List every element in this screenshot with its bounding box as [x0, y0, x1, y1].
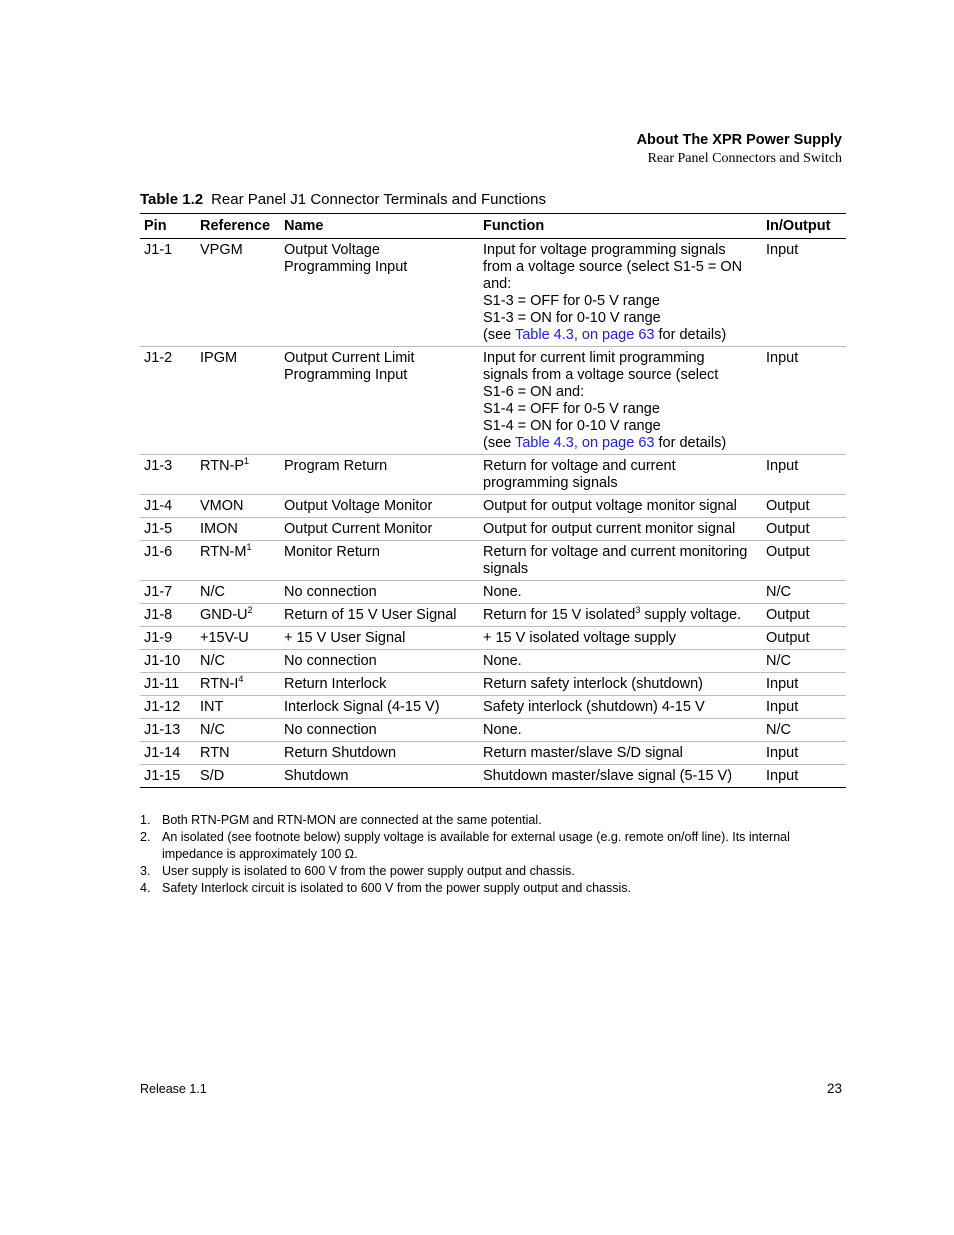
pin-cell: J1-1	[140, 239, 196, 347]
table-header-row	[140, 214, 846, 239]
function-line: Shutdown master/slave signal (5-15 V)	[483, 768, 733, 784]
reference-cell	[196, 581, 280, 604]
pin-cell: J1-6	[140, 541, 196, 581]
connector-table	[140, 213, 846, 788]
function-line: S1-3 = ON for 0-10 V range	[483, 310, 661, 326]
io-cell: Output	[762, 604, 846, 627]
function-line: Safety interlock (shutdown) 4-15 V	[483, 699, 705, 715]
table-row	[140, 604, 846, 627]
name-cell	[280, 673, 479, 696]
name-line: + 15 V User Signal	[284, 630, 406, 646]
col-header-reference: Reference	[196, 214, 280, 239]
reference-cell	[196, 742, 280, 765]
table-row	[140, 455, 846, 495]
function-cell	[479, 742, 762, 765]
reference-cell	[196, 518, 280, 541]
footnote-text: Both RTN-PGM and RTN-MON are connected at the same potential.	[162, 813, 542, 827]
footnote-text: User supply is isolated to 600 V from the power supply output and chassis.	[162, 863, 575, 878]
table-cross-reference-link[interactable]: Table 4.3, on page 63	[514, 435, 655, 451]
reference-text: INT	[200, 699, 224, 715]
reference-cell	[196, 347, 280, 455]
io-cell: N/C	[762, 719, 846, 742]
table-title: Rear Panel J1 Connector Terminals and Functions	[211, 191, 546, 208]
function-cell	[479, 719, 762, 742]
reference-text: IMON	[200, 521, 238, 537]
section-title: Rear Panel Connectors and Switch	[647, 151, 842, 166]
name-cell	[280, 455, 479, 495]
table-row	[140, 541, 846, 581]
table-caption	[140, 191, 546, 208]
name-line: Output Voltage	[284, 242, 380, 258]
reference-text: IPGM	[200, 350, 238, 366]
pin-cell: J1-5	[140, 518, 196, 541]
function-line: None.	[483, 653, 522, 669]
io-cell: Input	[762, 742, 846, 765]
pin-cell: J1-4	[140, 495, 196, 518]
function-line: programming signals	[483, 475, 618, 491]
function-line: None.	[483, 722, 522, 738]
io-cell: N/C	[762, 581, 846, 604]
pin-cell: J1-10	[140, 650, 196, 673]
col-header-io: In/Output	[762, 214, 846, 239]
table-row	[140, 495, 846, 518]
release-label: Release 1.1	[140, 1082, 207, 1096]
footnote-marker: 2	[247, 605, 253, 616]
function-cell	[479, 495, 762, 518]
page-number: 23	[826, 1081, 842, 1096]
see-reference-line	[483, 327, 758, 344]
reference-cell	[196, 719, 280, 742]
io-cell: Input	[762, 347, 846, 455]
function-line: S1-6 = ON and:	[483, 384, 585, 400]
footnote-text: An isolated (see footnote below) supply voltage is available for external usage (e.g. remote on/off line). Its internal impedance is approximately 100 Ω.	[162, 830, 790, 861]
reference-cell	[196, 541, 280, 581]
name-line: Interlock Signal (4-15 V)	[284, 699, 440, 715]
reference-text: RTN-P	[200, 458, 245, 474]
io-cell: Output	[762, 518, 846, 541]
name-line: Return Interlock	[284, 676, 387, 692]
reference-text: GND-U	[200, 607, 248, 623]
function-cell	[479, 604, 762, 627]
function-line: Return for voltage and current monitoring	[483, 544, 748, 560]
table-row	[140, 719, 846, 742]
function-cell	[479, 765, 762, 788]
pin-cell: J1-8	[140, 604, 196, 627]
chapter-title: About The XPR Power Supply	[636, 132, 842, 148]
name-line: No connection	[284, 584, 377, 600]
footnote-marker: 4	[238, 674, 244, 685]
pin-cell: J1-7	[140, 581, 196, 604]
function-line: Input for current limit programming	[483, 350, 705, 366]
function-line: Input for voltage programming signals	[483, 242, 726, 258]
reference-text: RTN-M	[200, 544, 247, 560]
function-cell	[479, 455, 762, 495]
footnotes	[140, 812, 850, 897]
function-line: + 15 V isolated voltage supply	[483, 630, 677, 646]
io-cell: Input	[762, 455, 846, 495]
col-header-pin: Pin	[140, 214, 196, 239]
table-cross-reference-link[interactable]: Table 4.3, on page 63	[514, 327, 655, 343]
name-cell	[280, 239, 479, 347]
name-cell	[280, 581, 479, 604]
reference-cell	[196, 650, 280, 673]
io-cell: Output	[762, 495, 846, 518]
function-line: Output for output voltage monitor signal	[483, 498, 737, 514]
function-line: None.	[483, 584, 522, 600]
pin-cell: J1-15	[140, 765, 196, 788]
reference-text: RTN	[200, 745, 230, 761]
pin-cell: J1-9	[140, 627, 196, 650]
name-line: Programming Input	[284, 259, 408, 275]
footnote	[140, 812, 850, 829]
function-line: signals from a voltage source (select	[483, 367, 719, 383]
name-line: Output Current Monitor	[284, 521, 433, 537]
see-suffix: for details)	[654, 327, 727, 343]
reference-text: N/C	[200, 584, 225, 600]
reference-text: VPGM	[200, 242, 243, 258]
name-line: Return Shutdown	[284, 745, 397, 761]
see-prefix: (see	[483, 327, 515, 343]
pin-cell: J1-2	[140, 347, 196, 455]
name-cell	[280, 518, 479, 541]
function-line: and:	[483, 276, 512, 292]
name-cell	[280, 696, 479, 719]
footnote-text: Safety Interlock circuit is isolated to 600 V from the power supply output and chassis.	[162, 880, 631, 895]
col-header-name: Name	[280, 214, 479, 239]
footnote-number: 3.	[140, 863, 151, 878]
table-label: Table 1.2	[140, 191, 204, 208]
function-text: supply voltage.	[640, 607, 742, 623]
table-row	[140, 742, 846, 765]
table-row	[140, 765, 846, 788]
reference-cell	[196, 455, 280, 495]
reference-text: +15V-U	[200, 630, 249, 646]
footnote-marker: 1	[246, 542, 252, 553]
io-cell: Output	[762, 627, 846, 650]
name-cell	[280, 604, 479, 627]
function-line: Return for voltage and current	[483, 458, 676, 474]
name-line: Return of 15 V User Signal	[284, 607, 457, 623]
name-cell	[280, 495, 479, 518]
pin-cell: J1-11	[140, 673, 196, 696]
function-line: S1-4 = ON for 0-10 V range	[483, 418, 661, 434]
name-line: Monitor Return	[284, 544, 380, 560]
table-row	[140, 627, 846, 650]
function-line: S1-3 = OFF for 0-5 V range	[483, 293, 660, 309]
reference-cell	[196, 765, 280, 788]
function-line: Return safety interlock (shutdown)	[483, 676, 704, 692]
name-cell	[280, 765, 479, 788]
reference-text: N/C	[200, 722, 225, 738]
reference-cell	[196, 239, 280, 347]
io-cell: Input	[762, 696, 846, 719]
reference-cell	[196, 495, 280, 518]
io-cell: Input	[762, 239, 846, 347]
name-line: No connection	[284, 653, 377, 669]
name-line: No connection	[284, 722, 377, 738]
footnote	[140, 829, 850, 862]
see-reference-line	[483, 435, 758, 452]
pin-cell: J1-3	[140, 455, 196, 495]
reference-text: VMON	[200, 498, 244, 514]
io-cell: N/C	[762, 650, 846, 673]
table-row	[140, 650, 846, 673]
io-cell: Input	[762, 765, 846, 788]
function-line	[483, 607, 758, 624]
function-text: Return for 15 V isolated	[483, 607, 636, 623]
footnote-number: 2.	[140, 830, 151, 844]
reference-cell	[196, 673, 280, 696]
footnote	[140, 863, 850, 880]
function-cell	[479, 673, 762, 696]
see-suffix: for details)	[654, 435, 727, 451]
reference-text: S/D	[200, 768, 225, 784]
io-cell: Input	[762, 673, 846, 696]
footnote-number: 1.	[140, 813, 151, 827]
table-body	[140, 239, 846, 788]
reference-text: RTN-I	[200, 676, 239, 692]
table-row	[140, 696, 846, 719]
name-line: Programming Input	[284, 367, 408, 383]
function-line: S1-4 = OFF for 0-5 V range	[483, 401, 660, 417]
pin-cell: J1-13	[140, 719, 196, 742]
reference-cell	[196, 696, 280, 719]
name-line: Shutdown	[284, 768, 349, 784]
name-cell	[280, 541, 479, 581]
name-cell	[280, 627, 479, 650]
io-cell: Output	[762, 541, 846, 581]
footnote-number: 4.	[140, 880, 151, 895]
see-prefix: (see	[483, 435, 515, 451]
name-line: Output Voltage Monitor	[284, 498, 433, 514]
footnote	[140, 880, 850, 897]
col-header-function: Function	[479, 214, 762, 239]
reference-cell	[196, 627, 280, 650]
function-cell	[479, 518, 762, 541]
name-cell	[280, 650, 479, 673]
table-row	[140, 581, 846, 604]
pin-cell: J1-14	[140, 742, 196, 765]
function-line: signals	[483, 561, 529, 577]
name-cell	[280, 719, 479, 742]
table-row	[140, 673, 846, 696]
table-row	[140, 518, 846, 541]
name-line: Output Current Limit	[284, 350, 415, 366]
function-line: Return master/slave S/D signal	[483, 745, 683, 761]
function-cell	[479, 696, 762, 719]
pin-cell: J1-12	[140, 696, 196, 719]
function-cell	[479, 347, 762, 455]
reference-text: N/C	[200, 653, 225, 669]
table-row	[140, 347, 846, 455]
running-header	[637, 130, 842, 168]
function-cell	[479, 239, 762, 347]
footnote-marker: 3	[635, 605, 641, 616]
function-cell	[479, 627, 762, 650]
function-cell	[479, 650, 762, 673]
function-cell	[479, 541, 762, 581]
function-cell	[479, 581, 762, 604]
reference-cell	[196, 604, 280, 627]
table-row	[140, 239, 846, 347]
function-line: from a voltage source (select S1-5 = ON	[483, 259, 743, 275]
name-line: Program Return	[284, 458, 388, 474]
name-cell	[280, 742, 479, 765]
function-line: Output for output current monitor signal	[483, 521, 736, 537]
name-cell	[280, 347, 479, 455]
footnote-marker: 1	[244, 456, 250, 467]
